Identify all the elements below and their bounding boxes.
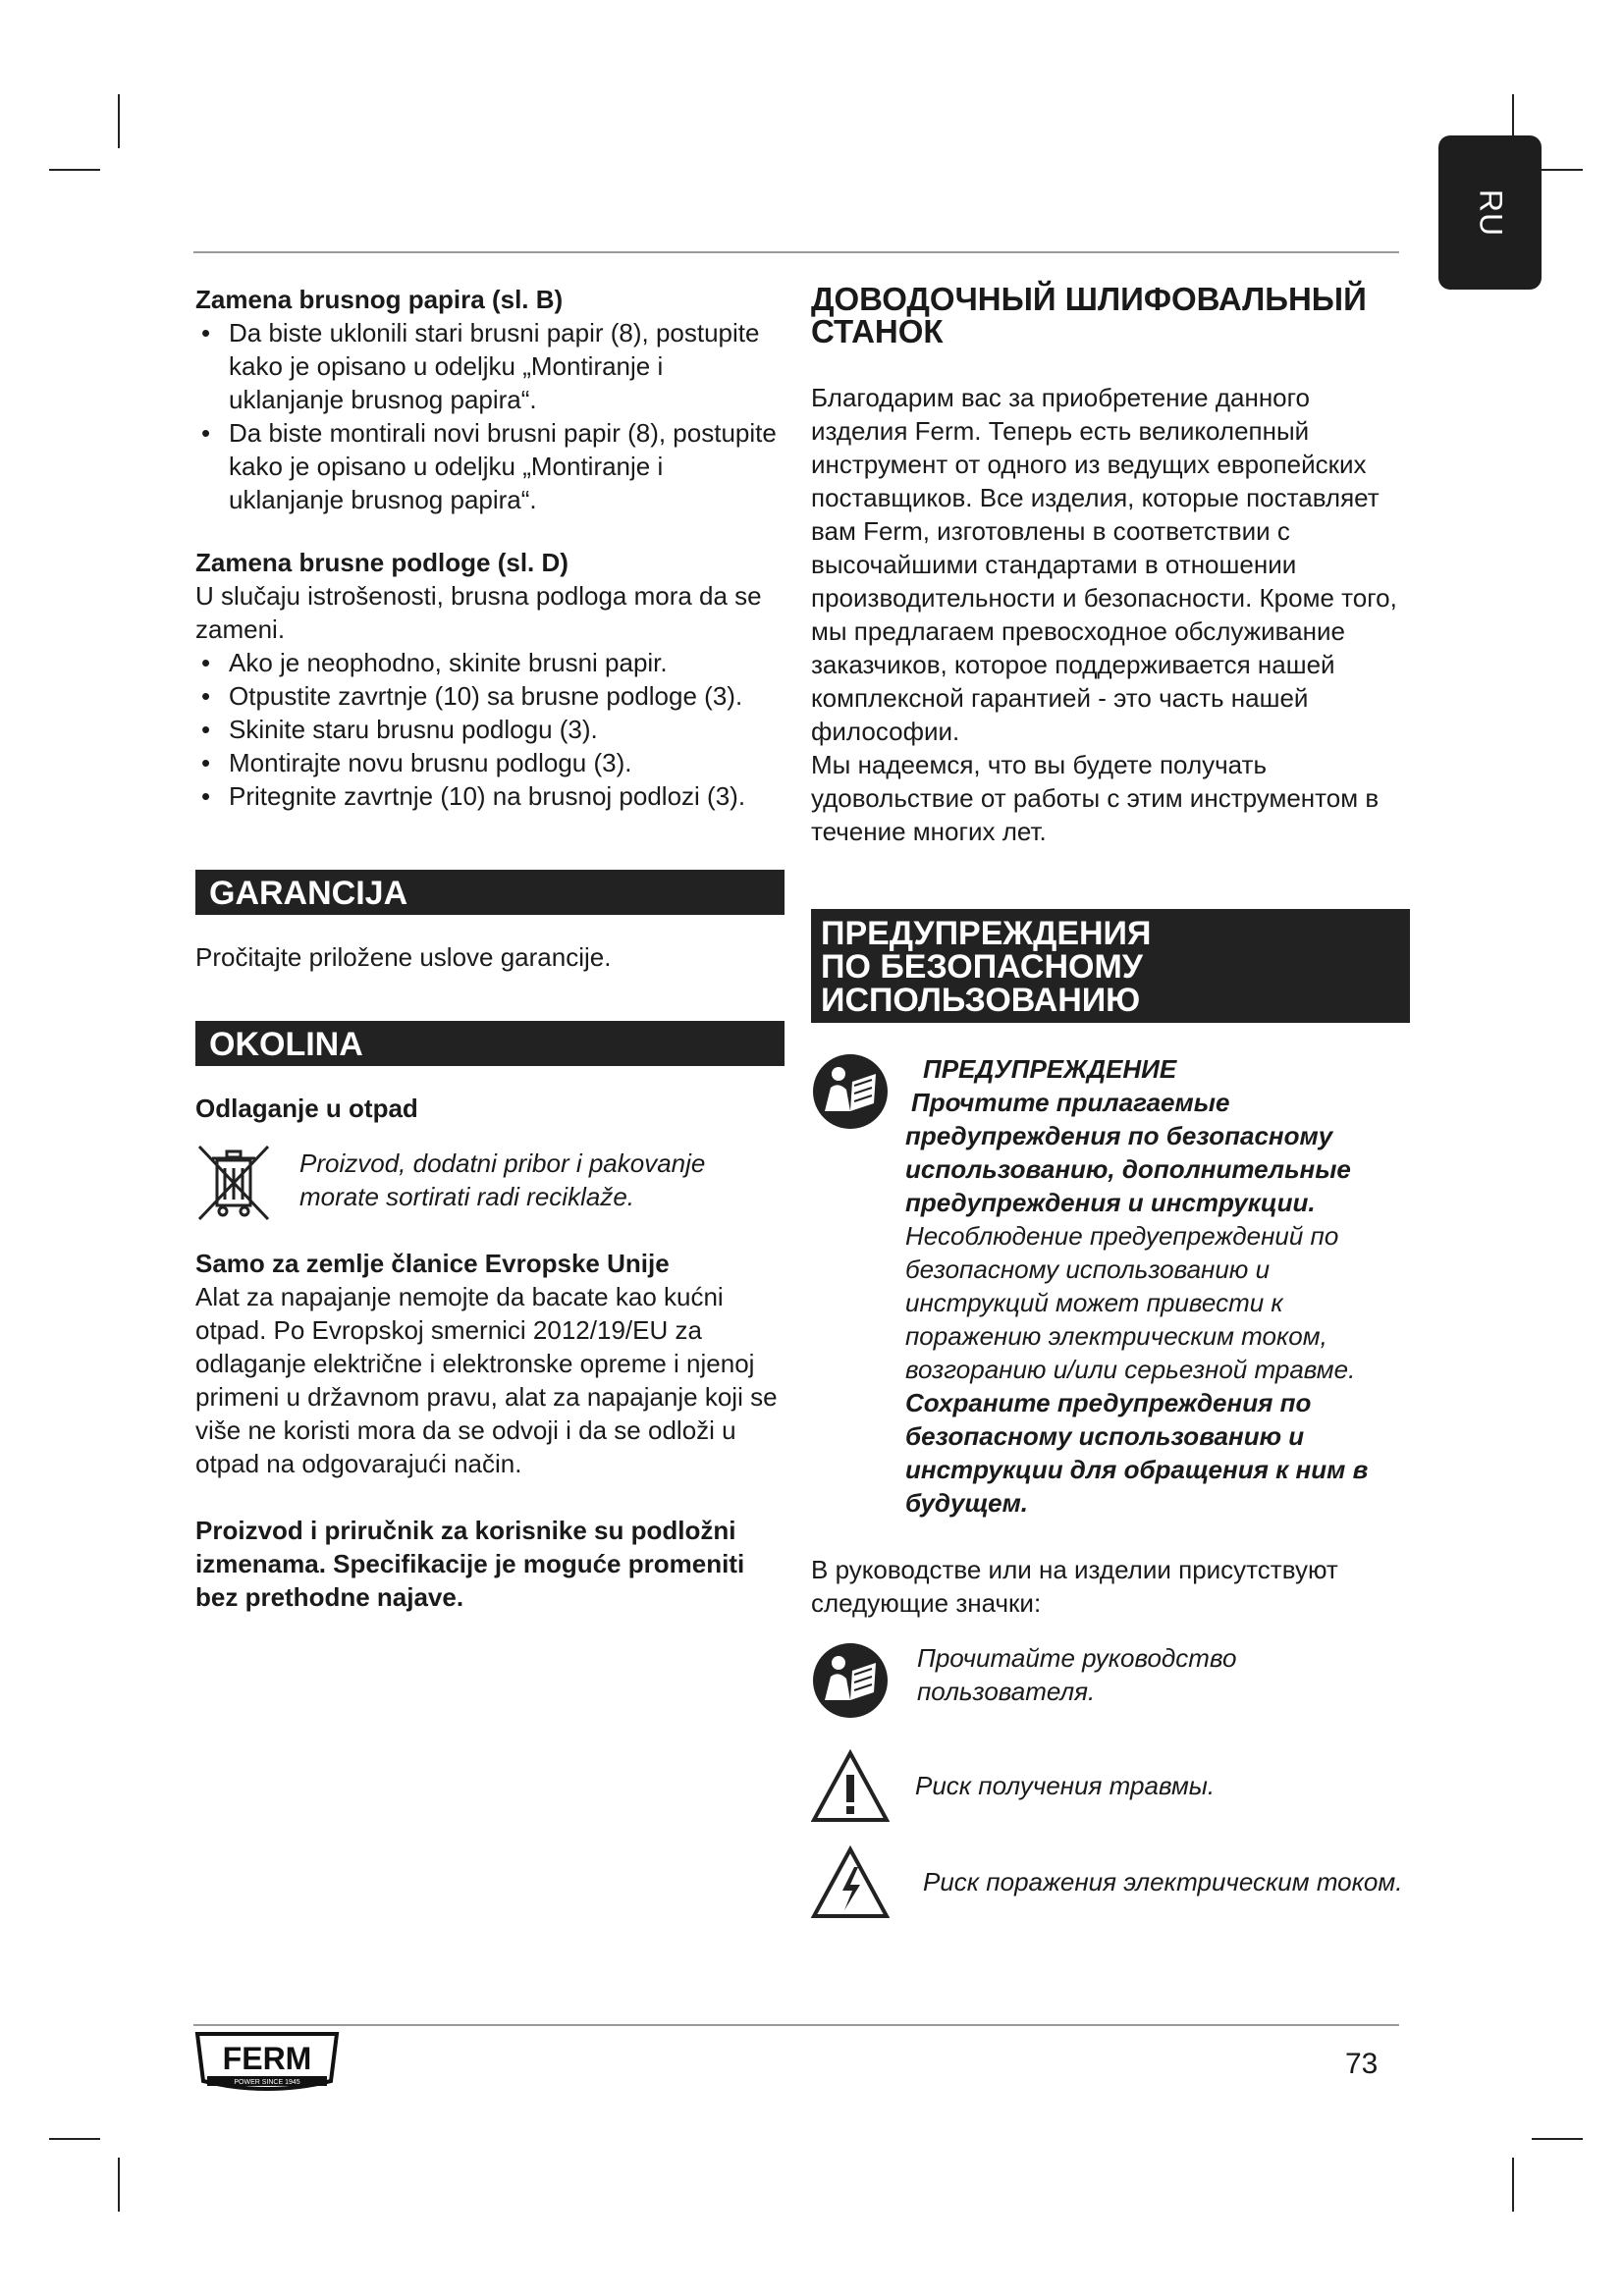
warning-bold: Прочтите прилагаемые предупреждения по безопасному использованию, дополнительные предупреждения и инструкции. [905,1088,1351,1217]
bullet-list [195,646,785,813]
read-manual-icon [811,1052,890,1131]
symbol-row [811,1845,1410,1920]
crop-mark [1532,2138,1583,2140]
top-rule [193,251,1399,253]
symbol-text: Риск получения травмы. [915,1771,1216,1800]
page-title [811,283,1410,347]
symbol-text: Прочитайте руководство пользователя. [917,1643,1237,1706]
paragraph: Alat za napajanje nemojte da bacate kao kućni otpad. Po Evropskoj smernici 2012/19/EU za odlaganje električne i elektronske opreme i njenoj primeni u državnom pravu, alat za napajanje koji se više ne koristi mora da se odvoji i da se odloži u otpad na odgovarajući način. [195,1282,778,1478]
section-heading: Samo za zemlje članice Evropske Unije [195,1249,670,1278]
paragraph: U slučaju istrošenosti, brusna podloga mora da se zameni. [195,581,762,644]
paragraph: Благодарим вас за приобретение данного изделия Ferm. Теперь есть великолепный инструмент от одного из ведущих европейских поставщиков. Все изделия, которые поставляет вам Ferm, изготовлены в соответствии с высочайшими стандартами в отношении производительности и безопасности. Кроме того, мы предлагаем превосходное обслуживание заказчиков, которое поддерживается нашей комплексной гарантией - это часть нашей философии. [811,383,1397,746]
list-item: • Montirajte novu brusnu podlogu (3). [195,746,785,779]
crop-mark [1512,2158,1514,2212]
bar-line: ИСПОЛЬЗОВАНИЮ [821,982,1141,1019]
recycle-note [195,1143,785,1223]
crop-mark [118,2158,120,2212]
paragraph: Pročitajte priložene uslove garancije. [195,942,612,972]
symbol-row [811,1641,1410,1720]
section-heading: Odlaganje u otpad [195,1094,418,1123]
crop-mark [118,94,120,148]
right-column [811,283,1410,1920]
warning-triangle-icon [811,1749,890,1824]
bar-line: ПО БЕЗОПАСНОМУ [821,948,1143,986]
bullet-list [195,316,785,516]
symbol-row [811,1749,1410,1824]
bar-line: ПРЕДУПРЕЖДЕНИЯ [821,915,1152,952]
warning-italic: Несоблюдение предуепреждений по безопасному использованию и инструкций может привести к поражению электрическим током, возгоранию и/или серьезной травме. [905,1221,1356,1384]
bottom-rule [193,2024,1399,2026]
read-manual-icon [811,1641,890,1720]
section-bar-safety [811,909,1410,1023]
logo-text: FERM [222,2041,312,2076]
list-item: • Ako je neophodno, skinite brusni papir. [195,646,785,679]
safety-warning [811,1052,1410,1520]
list-item: • Da biste montirali novi brusni papir (8), postupite kako je opisano u odeljku „Montiranje i uklanjanje brusnog papira“. [195,416,785,516]
crop-mark [49,2138,100,2140]
list-item: • Da biste uklonili stari brusni papir (8), postupite kako je opisano u odeljku „Montiranje i uklanjanje brusnog papira“. [195,316,785,416]
list-item: • Skinite staru brusnu podlogu (3). [195,713,785,746]
section-heading: Zamena brusne podloge (sl. D) [195,548,568,577]
paragraph: Мы надеемся, что вы будете получать удовольствие от работы с этим инструментом в течение многих лет. [811,750,1380,846]
title-line: ДОВОДОЧНЫЙ ШЛИФОВАЛЬНЫЙ [811,281,1367,317]
notice-text: Proizvod i priručnik za korisnike su podložni izmenama. Specifikacije je moguće promeniti bez prethodne najave. [195,1516,745,1612]
left-column [195,283,785,1614]
section-heading: Zamena brusnog papira (sl. B) [195,285,564,314]
section-bar-okolina: OKOLINA [195,1021,785,1066]
crossed-bin-icon [195,1143,272,1223]
electric-shock-icon [811,1845,890,1920]
section-bar-garancija: GARANCIJA [195,870,785,915]
page-number: 73 [1345,2048,1379,2080]
symbol-text: Риск поражения электрическим током. [923,1867,1403,1896]
ferm-logo [193,2030,341,2100]
paragraph: В руководстве или на изделии присутствуют следующие значки: [811,1555,1338,1618]
list-item: • Otpustite zavrtnje (10) sa brusne podloge (3). [195,679,785,713]
warning-label: ПРЕДУПРЕЖДЕНИЕ [923,1054,1177,1084]
paragraph: Proizvod, dodatni pribor i pakovanje morate sortirati radi reciklaže. [299,1148,706,1211]
title-line: СТАНОК [811,313,944,349]
crop-mark [49,169,100,171]
logo-tagline: POWER SINCE 1945 [234,2079,300,2086]
warning-keep: Сохраните предупреждения по безопасному использованию и инструкции для обращения к ним в будущем. [905,1388,1369,1518]
list-item: • Pritegnite zavrtnje (10) na brusnoj podlozi (3). [195,779,785,813]
language-tab: RU [1438,135,1542,290]
